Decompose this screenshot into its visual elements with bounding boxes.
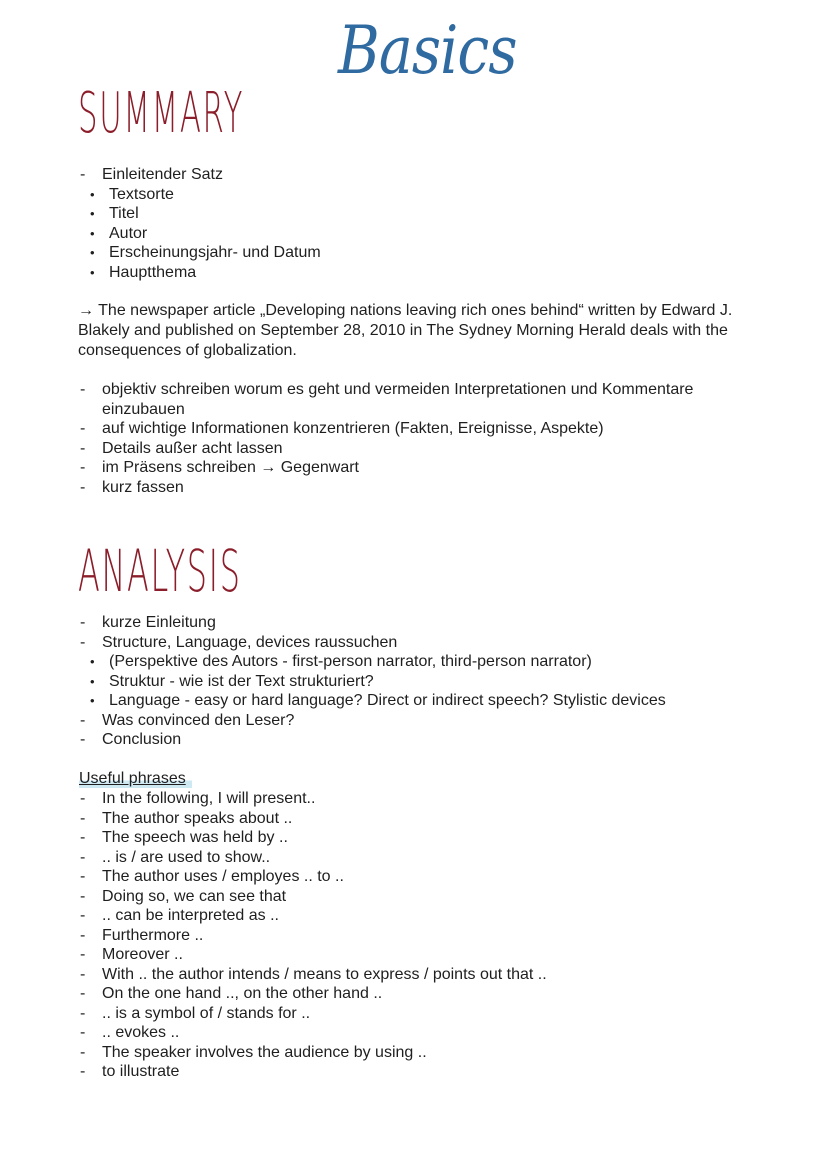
bullet-marker [90, 652, 95, 672]
bullet-marker [90, 204, 95, 224]
dash-marker [80, 165, 85, 185]
dash-marker [80, 478, 85, 498]
dash-marker [80, 1023, 85, 1043]
bullet-marker [90, 224, 95, 244]
dash-marker [80, 711, 85, 731]
useful-phrases-heading: Useful phrases [79, 769, 192, 788]
dash-marker [80, 789, 85, 809]
dash-marker [80, 419, 85, 439]
bullet-marker [90, 672, 95, 692]
dash-marker [80, 809, 85, 829]
dash-marker [80, 848, 85, 868]
dash-marker [80, 984, 85, 1004]
dash-marker [80, 828, 85, 848]
dash-marker [80, 380, 85, 400]
bullet-marker [90, 691, 95, 711]
analysis-heading: ANALYSIS [78, 537, 242, 605]
dash-marker [80, 887, 85, 907]
dash-marker [80, 458, 85, 478]
dash-marker [80, 945, 85, 965]
summary-heading: SUMMARY [78, 81, 245, 146]
dash-marker [80, 439, 85, 459]
dash-marker [80, 1062, 85, 1082]
bullet-marker [90, 263, 95, 283]
dash-marker [80, 867, 85, 887]
dash-marker [80, 965, 85, 985]
bullet-marker [90, 185, 95, 205]
dash-marker [80, 1004, 85, 1024]
dash-marker [80, 633, 85, 653]
dash-marker [80, 730, 85, 750]
bullet-marker [90, 243, 95, 263]
dash-marker [80, 613, 85, 633]
page-title: Basics [338, 12, 517, 89]
dash-marker [80, 906, 85, 926]
dash-marker [80, 1043, 85, 1063]
summary-example-sentence: → The newspaper article „Developing nations leaving rich ones behind“ written by Edward J. Blakely and published on September 28, 2010 in The Sydney Morning Herald deals with the consequences of globalization. [78, 302, 733, 359]
dash-marker [80, 926, 85, 946]
